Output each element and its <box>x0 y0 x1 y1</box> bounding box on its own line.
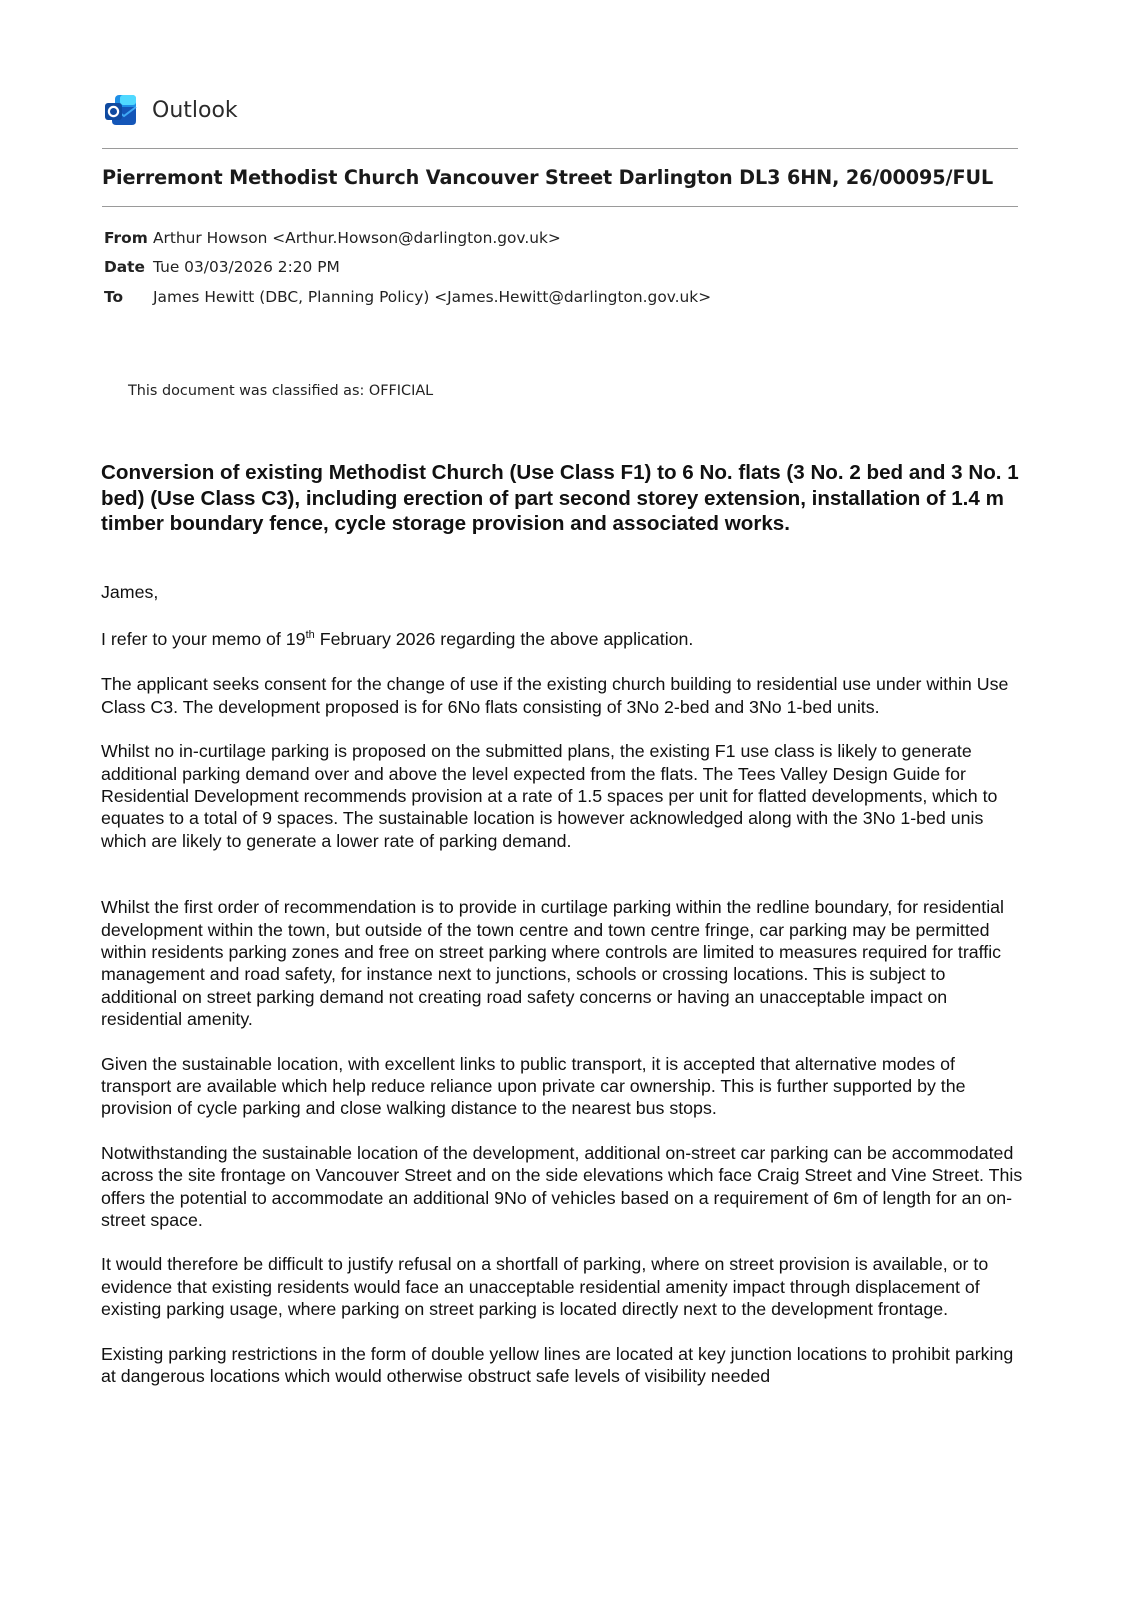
date-label: Date <box>104 258 145 276</box>
email-subject: Pierremont Methodist Church Vancouver Street Darlington DL3 6HN, 26/00095/FUL <box>102 166 994 189</box>
greeting: James, <box>101 581 159 602</box>
paragraph-parking-demand: Whilst no in-curtilage parking is proposed on the submitted plans, the existing F1 use class is likely to generate additional parking demand over and above the level expected from the flats. The Tees Valley Design Guide for Residential Development recommends provision at a rate of 1.5 spaces per unit for flatted developments, which to equates to a total of 9 spaces. The sustainable location is however acknowledged along with the 3No 1-bed unis which are likely to generate a lower rate of parking demand. <box>101 741 998 851</box>
paragraph-change-of-use: The applicant seeks consent for the change of use if the existing church building to residential use under within Use Class C3. The development proposed is for 6No flats consisting of 3No 2-bed and 3No 1-bed units. <box>101 674 1009 717</box>
app-name: Outlook <box>152 97 238 123</box>
from-value[interactable]: Arthur Howson <Arthur.Howson@darlington.gov.uk> <box>153 229 561 247</box>
to-row <box>104 288 711 306</box>
subject-divider <box>102 206 1018 207</box>
paragraph-parking-restrictions: Existing parking restrictions in the form of double yellow lines are located at key junction locations to prohibit parking at dangerous locations which would otherwise obstruct safe levels of visibility needed <box>101 1343 1014 1387</box>
memo-prefix: I refer to your memo of 19 <box>101 628 306 649</box>
classification-notice: This document was classified as: OFFICIAL <box>128 383 434 399</box>
app-header <box>104 92 238 128</box>
paragraph-curtilage-parking: Whilst the first order of recommendation is to provide in curtilage parking within the redline boundary, for residential development within the town, but outside of the town centre and town centre fringe, car parking may be permitted within residents parking zones and free on street parking where controls are limited to measures required for traffic management and road safety, for instance next to junctions, schools or crossing locations. This is subject to additional on street parking demand not creating road safety concerns or having an unacceptable impact on residential amenity. <box>101 897 1005 1030</box>
from-label: From <box>104 229 148 247</box>
memo-suffix: February 2026 regarding the above application. <box>314 628 694 649</box>
paragraph-on-street-parking: Notwithstanding the sustainable location of the development, additional on-street car parking can be accommodated across the site frontage on Vancouver Street and on the side elevations which face Craig Street and Vine Street. This offers the potential to accommodate an additional 9No of vehicles based on a requirement of 6m of length for an on-street space. <box>101 1142 1023 1231</box>
header-divider <box>102 148 1018 149</box>
application-headline: Conversion of existing Methodist Church (Use Class F1) to 6 No. flats (3 No. 2 bed and 3 No. 1 bed) (Use Class C3), including erection of part second storey extension, installation of 1.4 m timber boundary fence, cycle storage provision and associated works. <box>101 461 1019 535</box>
paragraph-refusal-justification: It would therefore be difficult to justify refusal on a shortfall of parking, where on street provision is available, or to evidence that existing residents would face an unacceptable residential amenity impact through displacement of existing parking usage, where parking on street parking is located directly next to the development frontage. <box>101 1254 989 1320</box>
to-value[interactable]: James Hewitt (DBC, Planning Policy) <James.Hewitt@darlington.gov.uk> <box>153 288 712 306</box>
outlook-logo-icon <box>104 93 138 127</box>
from-row <box>104 229 561 247</box>
email-body <box>101 460 1026 1387</box>
to-label: To <box>104 288 124 306</box>
paragraph-sustainable-location: Given the sustainable location, with excellent links to public transport, it is accepted that alternative modes of transport are available which help reduce reliance upon private car ownership. This is further supported by the provision of cycle parking and close walking distance to the nearest bus stops. <box>101 1053 966 1119</box>
date-value: Tue 03/03/2026 2:20 PM <box>153 258 340 276</box>
date-row <box>104 258 340 276</box>
memo-reference <box>101 628 1026 650</box>
memo-ordinal: th <box>305 628 315 641</box>
